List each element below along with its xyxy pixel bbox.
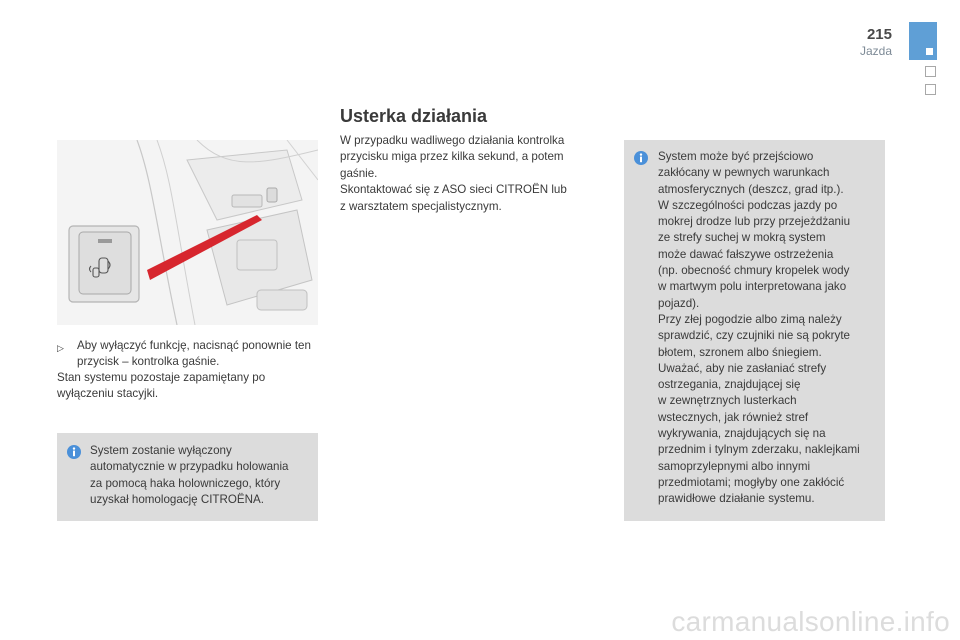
info-line: W szczególności podczas jazdy po [658,198,838,212]
info-line: wykrywania, znajdujących się na [658,427,826,441]
info-line: ze strefy suchej w mokrą system [658,231,826,245]
page-number: 215 [866,26,892,43]
watermark: carmanualsonline.info [671,606,950,637]
info-line: w zewnętrznych lusterkach [658,394,797,408]
info-line: Uważać, aby nie zasłaniać strefy [658,361,827,375]
info-line: wstecznych, jak również stref [658,410,809,424]
text-line: gaśnie. [340,166,378,180]
text-line: przycisku miga przez kilka sekund, a potem [340,150,564,164]
bullet-item [57,338,319,370]
left-info-box [57,433,318,521]
info-icon [67,445,81,459]
middle-text-block [340,133,590,215]
dashboard-illustration [57,140,318,325]
info-line: System może być przejściowo [658,150,814,163]
info-line: uzyskał homologację CITROËNA. [90,492,264,506]
info-line: mokrej drodze lub przy przejeżdżaniu [658,215,851,229]
left-info-text [90,443,308,508]
dashboard-drawing [57,140,318,325]
text-line: W przypadku wadliwego działania kontrolka [340,134,565,147]
text-line: Skontaktować się z ASO sieci CITROËN lub [340,183,567,197]
info-line: prawidłowe działanie systemu. [658,492,815,506]
left-paragraph: Stan systemu pozostaje zapamiętany po wyłączeniu stacyjki. [57,371,266,400]
info-line: przedmiotami; mogłyby one zakłócić [658,475,845,489]
nav-square-2 [925,84,936,95]
info-line: samoprzylepnymi albo innymi [658,459,811,473]
info-line: w martwym polu interpretowana jako [658,280,847,294]
section-heading: Usterka działania [340,106,488,126]
tab-square-icon [926,48,933,55]
section-tab [909,22,937,60]
info-line: Przy złej pogodzie albo zimą należy [658,312,842,326]
info-line: pojazd). [658,296,700,310]
info-line: ostrzegania, znajdującej się [658,378,801,392]
info-line: może dawać fałszywe ostrzeżenia [658,247,834,261]
info-icon [634,151,648,165]
right-info-box [624,140,885,521]
bullet-text: Aby wyłączyć funkcję, nacisnąć ponownie ten przycisk – kontrolka gaśnie. [77,339,311,368]
info-line: automatycznie w przypadku holowania [90,460,289,474]
left-text-block [57,338,319,402]
bullet-arrow-icon: ▷ [57,343,64,353]
text-line: z warsztatem specjalistycznym. [340,199,502,213]
info-line: zakłócany w pewnych warunkach [658,166,830,180]
info-line: błotem, szronem albo śniegiem. [658,345,822,359]
info-line: za pomocą haka holowniczego, który [90,476,281,490]
right-info-text [658,149,877,508]
section-name: Jazda [859,44,892,58]
info-line: atmosferycznych (deszcz, grad itp.). [658,182,844,196]
info-line: sprawdzić, czy czujniki nie są pokryte [658,329,851,343]
info-line: System zostanie wyłączony [90,444,232,457]
info-line: przednim i tylnym zderzaku, naklejkami [658,443,860,457]
nav-square-1 [925,66,936,77]
info-line: (np. obecność chmury kropelek wody [658,264,850,278]
